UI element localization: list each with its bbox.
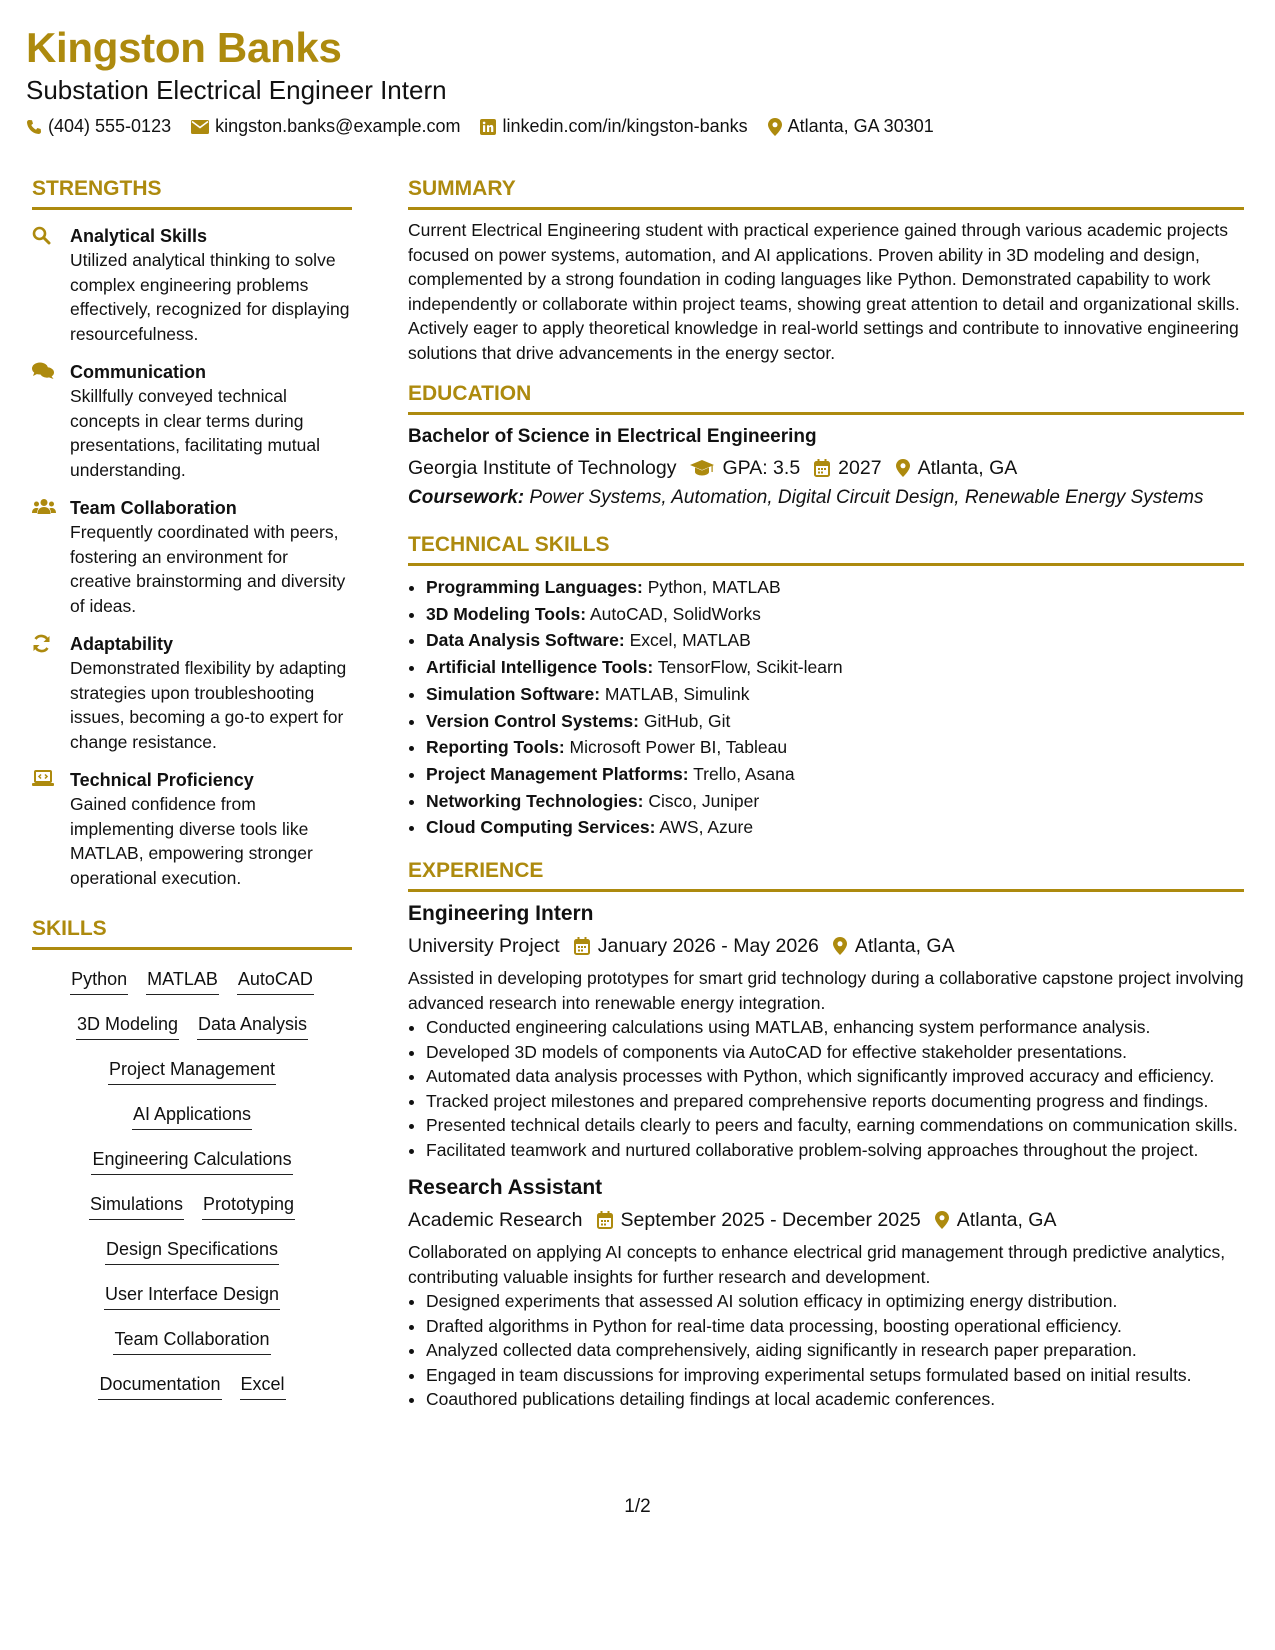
strength-desc: Demonstrated flexibility by adapting strategies upon troubleshooting issues, becoming a go-to expert for change resistance. — [70, 658, 347, 752]
users-icon — [32, 498, 56, 515]
calendar-icon — [597, 1211, 613, 1229]
coursework — [408, 485, 1244, 510]
role-meta — [408, 932, 1244, 960]
technical-skill-value: MATLAB, Simulink — [600, 683, 750, 704]
job-title: Substation Electrical Engineer Intern — [26, 75, 447, 105]
technical-skill-value: Trello, Asana — [688, 763, 795, 784]
skill-chip: Python — [70, 967, 128, 995]
role-org: Academic Research — [408, 1209, 583, 1232]
role-description: Collaborated on applying AI concepts to enhance electrical grid management through predictive analytics, contributing valuable insights for further research and development. — [408, 1242, 1226, 1287]
strength-desc: Utilized analytical thinking to solve complex engineering problems effectively, recognized for displaying resourcefulness. — [70, 250, 350, 344]
strength-item — [32, 632, 352, 754]
phone-text: (404) 555-0123 — [48, 116, 172, 136]
strength-title: Team Collaboration — [70, 498, 237, 518]
location-text: Atlanta, GA 30301 — [787, 116, 934, 136]
skill-row — [32, 1237, 352, 1265]
experience-role — [408, 1174, 1244, 1412]
role-description: Assisted in developing prototypes for smart grid technology during a collaborative capstone project involving advanced research into renewable energy integration. — [408, 968, 1244, 1013]
strength-desc: Skillfully conveyed technical concepts in clear terms during presentations, facilitating mutual understanding. — [70, 386, 320, 480]
envelope-icon — [191, 120, 209, 134]
map-marker-icon — [935, 1211, 949, 1229]
search-icon — [32, 226, 51, 245]
comments-icon — [32, 362, 54, 380]
sync-icon — [32, 634, 51, 653]
role-bullet: • Engaged in team discussions for improving experimental setups formulated based on initial results. — [426, 1363, 1244, 1388]
skills-list — [32, 967, 352, 1400]
skill-chip: AutoCAD — [237, 967, 314, 995]
contact-bar — [26, 116, 1246, 137]
degree-title: Bachelor of Science in Electrical Engineering — [408, 426, 817, 447]
strength-item — [32, 768, 352, 890]
role-dates: September 2025 - December 2025 — [620, 1209, 921, 1232]
summary-heading: SUMMARY — [408, 176, 1244, 210]
education-heading: EDUCATION — [408, 381, 1244, 415]
skill-row — [32, 1282, 352, 1310]
role-bullet: • Designed experiments that assessed AI solution efficacy in optimizing energy distribution. — [426, 1289, 1244, 1314]
technical-skill-label: Simulation Software: — [426, 683, 601, 704]
experience-heading: EXPERIENCE — [408, 858, 1244, 892]
gpa-text: GPA: 3.5 — [722, 457, 801, 479]
strength-item — [32, 224, 352, 346]
technical-skills-list — [408, 574, 1244, 841]
role-bullet: • Presented technical details clearly to peers and faculty, earning commendations on communication skills. — [426, 1113, 1244, 1138]
technical-skill-value: TensorFlow, Scikit-learn — [653, 657, 843, 678]
page-number: 1/2 — [624, 1496, 651, 1517]
technical-skill-item — [426, 574, 1244, 601]
email-text: kingston.banks@example.com — [215, 116, 461, 136]
graduation-year: 2027 — [838, 457, 882, 479]
technical-skill-item — [426, 627, 1244, 654]
role-location: Atlanta, GA — [854, 935, 955, 958]
skill-row — [32, 1147, 352, 1175]
skill-chip: 3D Modeling — [76, 1012, 179, 1040]
calendar-icon — [814, 459, 830, 477]
technical-skill-value: Excel, MATLAB — [624, 630, 751, 651]
experience-role — [408, 900, 1244, 1162]
phone-icon — [26, 119, 42, 135]
strength-item — [32, 496, 352, 618]
technical-skill-value: Microsoft Power BI, Tableau — [564, 737, 788, 758]
skill-chip: Prototyping — [202, 1192, 295, 1220]
technical-skill-value: GitHub, Git — [638, 710, 731, 731]
skill-chip: Excel — [240, 1372, 286, 1400]
role-meta — [408, 1206, 1244, 1234]
technical-skill-value: Cisco, Juniper — [643, 790, 760, 811]
technical-skill-item — [426, 708, 1244, 735]
technical-skill-value: AutoCAD, SolidWorks — [586, 603, 761, 624]
strength-title: Communication — [70, 362, 207, 382]
experience-roles — [408, 900, 1244, 1412]
map-marker-icon — [833, 937, 847, 955]
role-org: University Project — [408, 935, 560, 958]
technical-skill-item — [426, 814, 1244, 841]
skill-chip: Data Analysis — [197, 1012, 308, 1040]
linkedin-icon — [480, 119, 496, 135]
skill-row — [32, 1012, 352, 1040]
technical-skill-item — [426, 654, 1244, 681]
education-meta — [408, 454, 1244, 482]
role-bullet: • Automated data analysis processes with Python, which significantly improved accuracy and efficiency. — [426, 1064, 1244, 1089]
contact-email[interactable] — [191, 116, 460, 137]
technical-skill-value: Python, MATLAB — [642, 577, 781, 597]
graduation-cap-icon — [690, 460, 714, 476]
summary-text: Current Electrical Engineering student with practical experience gained through various academic projects focused on power systems, automation, and AI applications. Proven ability in 3D modeling and design, complemented by a strong foundation in coding languages like Python. Demonstrated capability to work independently or collaborate within project teams, showing great attention to detail and organizational skills. Actively eager to apply theoretical knowledge in real-world settings and contribute to innovative engineering solutions that drive advancements in the energy sector. — [408, 220, 1240, 363]
coursework-label: Coursework: — [408, 487, 525, 508]
skills-heading: SKILLS — [32, 916, 352, 950]
map-marker-icon — [768, 118, 782, 136]
skill-row — [32, 1057, 352, 1085]
calendar-icon — [574, 937, 590, 955]
role-bullet: • Developed 3D models of components via AutoCAD for effective stakeholder presentations. — [426, 1040, 1244, 1065]
skill-row — [32, 1102, 352, 1130]
role-title: Engineering Intern — [408, 902, 594, 926]
contact-linkedin[interactable] — [480, 116, 747, 137]
skill-row — [32, 1372, 352, 1400]
technical-skill-item — [426, 788, 1244, 815]
technical-skill-label: 3D Modeling Tools: — [426, 603, 587, 624]
education-location: Atlanta, GA — [917, 457, 1018, 479]
technical-skills-heading: TECHNICAL SKILLS — [408, 532, 1244, 566]
skill-chip: Simulations — [89, 1192, 184, 1220]
skill-row — [32, 1192, 352, 1220]
technical-skill-item — [426, 761, 1244, 788]
skill-chip: AI Applications — [132, 1102, 252, 1130]
skill-chip: Design Specifications — [105, 1237, 279, 1265]
contact-location — [768, 116, 934, 137]
technical-skill-label: Cloud Computing Services: — [426, 817, 656, 838]
technical-skill-label: Data Analysis Software: — [426, 630, 625, 651]
technical-skill-label: Artificial Intelligence Tools: — [426, 657, 654, 678]
map-marker-icon — [896, 459, 910, 477]
role-bullet: • Tracked project milestones and prepared comprehensive reports documenting progress and findings. — [426, 1089, 1244, 1114]
strength-title: Adaptability — [70, 634, 174, 654]
skill-chip: Engineering Calculations — [91, 1147, 292, 1175]
strengths-heading: STRENGTHS — [32, 176, 352, 210]
skill-chip: Team Collaboration — [113, 1327, 270, 1355]
role-bullets — [408, 1289, 1244, 1412]
contact-phone[interactable] — [26, 116, 171, 137]
technical-skill-label: Reporting Tools: — [426, 737, 565, 758]
left-column — [32, 176, 352, 1400]
role-bullet: • Coauthored publications detailing findings at local academic conferences. — [426, 1387, 1244, 1412]
skill-row — [32, 1327, 352, 1355]
school-name: Georgia Institute of Technology — [408, 457, 677, 479]
technical-skill-item — [426, 734, 1244, 761]
laptop-code-icon — [32, 770, 54, 787]
role-title: Research Assistant — [408, 1176, 603, 1200]
resume-header — [26, 22, 1246, 137]
candidate-name: Kingston Banks — [26, 24, 342, 71]
strength-item — [32, 360, 352, 482]
technical-skill-label: Programming Languages: — [426, 577, 643, 597]
strength-desc: Gained confidence from implementing diverse tools like MATLAB, empowering stronger operational execution. — [70, 794, 313, 888]
role-dates: January 2026 - May 2026 — [597, 935, 819, 958]
role-bullet: • Conducted engineering calculations using MATLAB, enhancing system performance analysis. — [426, 1015, 1244, 1040]
skill-chip: Project Management — [108, 1057, 276, 1085]
right-column — [408, 176, 1244, 1412]
technical-skill-item — [426, 601, 1244, 628]
role-bullet: • Facilitated teamwork and nurtured collaborative problem-solving approaches throughout the project. — [426, 1138, 1244, 1163]
skill-row — [32, 967, 352, 995]
technical-skill-label: Networking Technologies: — [426, 790, 644, 811]
strength-title: Analytical Skills — [70, 226, 208, 246]
skill-chip: User Interface Design — [104, 1282, 280, 1310]
technical-skill-label: Version Control Systems: — [426, 710, 639, 731]
coursework-list: Power Systems, Automation, Digital Circuit Design, Renewable Energy Systems — [524, 487, 1204, 508]
strength-desc: Frequently coordinated with peers, fostering an environment for creative brainstorming and diversity of ideas. — [70, 522, 346, 616]
role-bullets — [408, 1015, 1244, 1162]
skill-chip: MATLAB — [146, 967, 219, 995]
role-bullet: • Drafted algorithms in Python for real-time data processing, boosting operational efficiency. — [426, 1314, 1244, 1339]
technical-skill-value: AWS, Azure — [655, 817, 754, 838]
technical-skill-item — [426, 681, 1244, 708]
role-bullet: • Analyzed collected data comprehensively, aiding significantly in research paper preparation. — [426, 1338, 1244, 1363]
strength-title: Technical Proficiency — [70, 770, 254, 790]
role-location: Atlanta, GA — [956, 1209, 1057, 1232]
technical-skill-label: Project Management Platforms: — [426, 763, 689, 784]
linkedin-text: linkedin.com/in/kingston-banks — [502, 116, 748, 136]
skill-chip: Documentation — [98, 1372, 221, 1400]
